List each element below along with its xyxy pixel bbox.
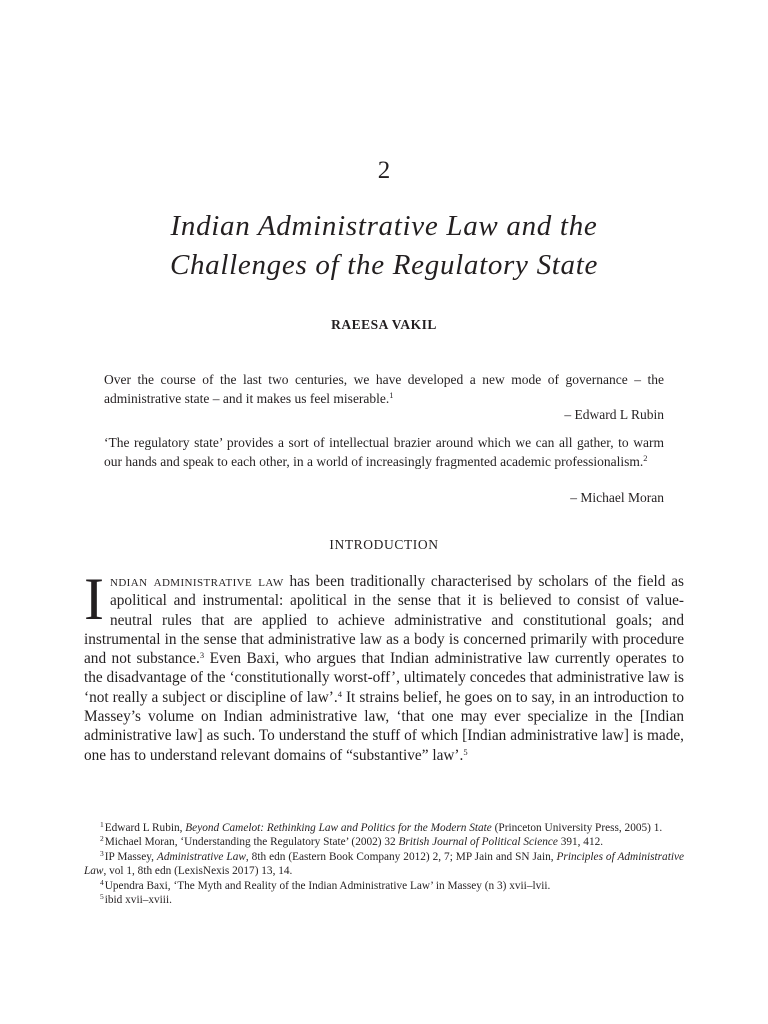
footnote-text: (Princeton University Press, 2005) 1. <box>491 822 663 834</box>
footnote-text: 391, 412. <box>557 836 604 849</box>
footnote-3 <box>84 850 684 879</box>
footnote-text: , vol 1, 8th edn (LexisNexis 2017) 13, 14. <box>103 865 293 878</box>
body-paragraph <box>84 566 685 765</box>
footnote-text: , 8th edn (Eastern Book Company 2012) 2, 7; MP Jain and SN Jain, <box>245 850 557 863</box>
footnote-5 <box>84 893 684 907</box>
epigraph-2-text: ‘The regulatory state’ provides a sort of intellectual brazier around which we can all gather, to warm our hands and speak to each other, in a world of increasingly fragmented academic professionalism. <box>104 435 664 469</box>
footnote-number: 5 <box>100 892 104 902</box>
lead-in-small-caps: ndian administrative law <box>109 573 284 590</box>
footnote-text: Edward L Rubin, <box>104 822 186 834</box>
footnote-2 <box>84 835 684 849</box>
footnote-number: 2 <box>100 834 104 844</box>
footnote-ref-4[interactable]: 4 <box>337 688 342 699</box>
footnote-ref-5[interactable]: 5 <box>463 746 468 757</box>
epigraph-1-attribution: – Edward L Rubin <box>564 407 664 422</box>
footnote-italic-title: Beyond Camelot: Rethinking Law and Politics for the Modern State <box>185 822 492 834</box>
footnote-text: Michael Moran, ‘Understanding the Regulatory State’ (2002) 32 <box>104 836 399 849</box>
footnote-number: 3 <box>100 848 104 858</box>
footnote-italic-title: Principles of Administrative Law <box>84 850 684 878</box>
epigraph-1-text: Over the course of the last two centuries, we have developed a new mode of governance – the administrative state – and it makes us feel miserable. <box>104 372 664 406</box>
footnote-italic-title: Administrative Law <box>156 850 246 863</box>
body-text-1: has been traditionally characterised by scholars of the field as apolitical and instrumental: apolitical in the sense that it is believed to consist of value-neutral rules that are applied to achieve administrative and constitutional goals; and instrumental in the sense that administrative law as a body is concerned primarily with procedure and not substance. <box>84 573 685 668</box>
footnote-1 <box>84 821 684 835</box>
epigraph-2 <box>104 433 664 471</box>
footnote-number: 1 <box>100 820 104 829</box>
footnote-number: 4 <box>100 877 104 887</box>
footnote-text: Upendra Baxi, ‘The Myth and Reality of the Indian Administrative Law’ in Massey (n 3) xvii–lvii. <box>104 879 551 892</box>
chapter-title-line-1: Indian Administrative Law and the <box>170 210 598 242</box>
footnote-ref-2[interactable]: 2 <box>643 453 648 463</box>
footnotes <box>84 821 684 907</box>
footnote-text: ibid xvii–xviii. <box>104 894 172 907</box>
footnote-text: IP Massey, <box>104 850 157 863</box>
epigraph-1 <box>104 370 664 408</box>
drop-cap: I <box>84 566 104 632</box>
footnote-4 <box>84 879 684 893</box>
chapter-title <box>0 207 768 285</box>
body-text-3: It strains belief, he goes on to say, in an introduction to Massey’s volume on Indian administrative law, ‘that one may ever specialize in the [Indian administrative law] as such. To understand the stuff of which [Indian administrative law] is made, one has to understand relevant domains of “substantive” law’. <box>84 688 684 764</box>
footnote-ref-3[interactable]: 3 <box>199 650 205 661</box>
chapter-author: RAEESA VAKIL <box>331 317 437 332</box>
chapter-number: 2 <box>377 157 391 184</box>
body-text-2: Even Baxi, who argues that Indian administrative law currently operates to the disadvantage of the ‘constitutionally worst-off’, ultimately concedes that administrative law is ‘not really a subject or discipline of law’. <box>84 650 685 706</box>
footnote-italic-title: British Journal of Political Science <box>398 836 558 849</box>
chapter-title-line-2: Challenges of the Regulatory State <box>169 249 599 281</box>
epigraph-2-attribution: – Michael Moran <box>570 490 664 505</box>
section-heading: INTRODUCTION <box>329 537 439 552</box>
footnote-ref-1[interactable]: 1 <box>389 390 394 400</box>
